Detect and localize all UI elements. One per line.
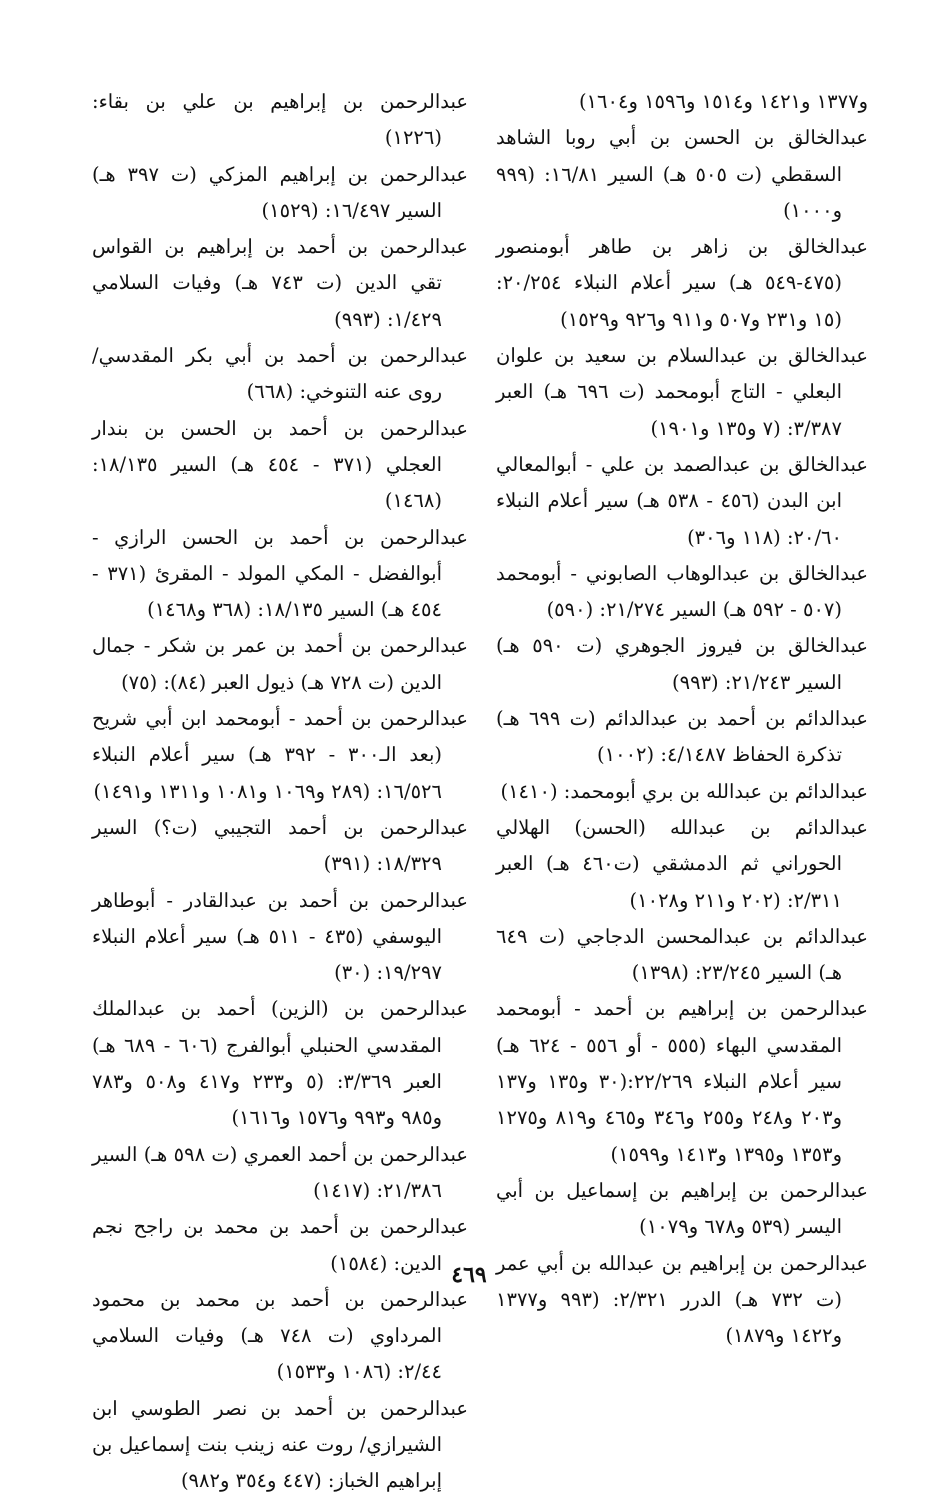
- index-entry: عبدالرحمن بن (الزين) أحمد بن عبدالملك المقدسي الحنبلي أبوالفرج (٦٠٦ - ٦٨٩ هـ) العبر ٣/٣٦٩: (٥ و٢٣٣ و٤١٧ و٥٠٨ و٧٨٣ و٩٨٥ و٩٩٣ و١٥٧٦ و١٦١٦): [92, 997, 468, 1130]
- index-entry: عبدالخالق بن فيروز الجوهري (ت ٥٩٠ هـ) السير ٢١/٢٤٣: (٩٩٣): [496, 634, 868, 694]
- index-entry: عبدالخالق بن عبدالوهاب الصابوني - أبومحمد (٥٠٧ - ٥٩٢ هـ) السير ٢١/٢٧٤: (٥٩٠): [496, 561, 868, 622]
- right-column: [496, 84, 868, 1354]
- index-entry: عبدالخالق بن عبدالسلام بن سعيد بن علوان البعلي - التاج أبومحمد (ت ٦٩٦ هـ) العبر ٣/٣٨٧: (٧ و١٣٥ و١٩٠١): [496, 344, 868, 440]
- index-entry: عبدالرحمن بن إبراهيم بن أحمد - أبومحمد المقدسي البهاء (٥٥٥ - أو ٥٥٦ - ٦٢٤ هـ) سير أعلام النبلاء ٢٢/٢٦٩:(٣٠ و١٣٥ و١٣٧ و٢٠٣ و٢٤٨ و٢٥٥ و٣٤٦ و٤٦٥ و٨١٩ و١٢٧٥ و١٣٥٣ و١٣٩٥ و١٤١٣ و١٥٩٩): [496, 997, 868, 1166]
- index-entry: عبدالرحمن بن أحمد بن محمد بن راجح نجم الدين: (١٥٨٤): [92, 1215, 468, 1275]
- index-entry: عبدالدائم بن أحمد بن عبدالدائم (ت ٦٩٩ هـ) تذكرة الحفاظ ٤/١٤٨٧: (١٠٠٢): [496, 707, 868, 767]
- index-entry: عبدالخالق بن زاهر بن طاهر أبومنصور (٤٧٥-٥٤٩ هـ) سير أعلام النبلاء ٢٠/٢٥٤: (١٥ و٢٣١ و٥٠٧ و٩١١ و٩٢٦ و١٥٢٩): [496, 235, 868, 331]
- index-entry: عبدالرحمن بن أحمد - أبومحمد ابن أبي شريح (بعد الـ٣٠٠ - ٣٩٢ هـ) سير أعلام النبلاء ١٦/٥٢٦: (٢٨٩ و١٠٦٩ و١٠٨١ و١٣١١ و١٤٩١): [92, 707, 468, 803]
- index-entry: عبدالخالق بن الحسن بن أبي روبا الشاهد السقطي (ت ٥٠٥ هـ) السير ١٦/٨١: (٩٩٩ و١٠٠٠): [496, 126, 868, 222]
- index-entry: عبدالرحمن بن أحمد بن إبراهيم بن القواس تقي الدين (ت ٧٤٣ هـ) وفيات السلامي ١/٤٢٩: (٩٩٣): [92, 235, 468, 331]
- index-entry: عبدالرحمن بن إبراهيم بن إسماعيل بن أبي اليسر (٥٣٩ و٦٧٨ و١٠٧٩): [496, 1178, 868, 1239]
- index-entry: عبدالرحمن بن أحمد التجيبي (ت؟) السير ١٨/٣٢٩: (٣٩١): [92, 815, 468, 876]
- index-entry: عبدالرحمن بن أحمد بن أبي بكر المقدسي/ روى عنه التنوخي: (٦٦٨): [92, 344, 468, 404]
- index-entry: عبدالرحمن بن إبراهيم بن علي بن بقاء: (١٢٢٦): [92, 90, 468, 150]
- index-entry: عبدالرحمن بن أحمد العمري (ت ٥٩٨ هـ) السير ٢١/٣٨٦: (١٤١٧): [92, 1142, 468, 1202]
- index-entry: عبدالرحمن بن أحمد بن نصر الطوسي ابن الشيرازي/ روت عنه زينب بنت إسماعيل بن إبراهيم الخباز: (٤٤٧ و٣٥٤ و٩٨٢): [92, 1396, 468, 1493]
- index-entry: عبدالرحمن بن إبراهيم المزكي (ت ٣٩٧ هـ) السير ١٦/٤٩٧: (١٥٢٩): [92, 162, 468, 222]
- index-entry: عبدالخالق بن عبدالصمد بن علي - أبوالمعالي ابن البدن (٤٥٦ - ٥٣٨ هـ) سير أعلام النبلاء ٢٠/٦٠: (١١٨ و٣٠٦): [496, 452, 868, 549]
- index-entry: عبدالرحمن بن أحمد بن عبدالقادر - أبوطاهر اليوسفي (٤٣٥ - ٥١١ هـ) سير أعلام النبلاء ١٩/٢٩٧: (٣٠): [92, 888, 468, 985]
- index-entry: عبدالرحمن بن أحمد بن الحسن بن بندار العجلي (٣٧١ - ٤٥٤ هـ) السير ١٨/١٣٥: (١٤٦٨): [92, 416, 468, 513]
- index-entry: عبدالرحمن بن أحمد بن محمد بن محمود المرداوي (ت ٧٤٨ هـ) وفيات السلامي ٢/٤٤: (١٠٨٦ و١٥٣٣): [92, 1287, 468, 1384]
- index-entry: عبدالدائم بن عبدالله بن بري أبومحمد: (١٤١٠): [500, 779, 868, 803]
- index-entry: و١٣٧٧ و١٤٢١ و١٥١٤ و١٥٩٦ و١٦٠٤): [578, 90, 868, 113]
- page-number: ٤٦٩: [451, 1262, 487, 1288]
- index-entry: عبدالرحمن بن أحمد بن عمر بن شكر - جمال الدين (ت ٧٢٨ هـ) ذيول العبر (٨٤): (٧٥): [92, 634, 468, 694]
- index-entry: عبدالدائم بن عبدالله (الحسن) الهلالي الحوراني ثم الدمشقي (ت٤٦٠ هـ) العبر ٢/٣١١: (٢٠٢ و٢١١ و١٠٢٨): [496, 815, 868, 912]
- index-entry: عبدالرحمن بن أحمد بن الحسن الرازي - أبوالفضل - المكي المولد - المقرئ (٣٧١ - ٤٥٤ هـ) السير ١٨/١٣٥: (٣٦٨ و١٤٦٨): [92, 525, 468, 622]
- index-entry: عبدالرحمن بن إبراهيم بن عبدالله بن أبي عمر (ت ٧٣٢ هـ) الدرر ٢/٣٢١: (٩٩٣ و١٣٧٧ و١٤٢٢ و١٨٧٩): [496, 1251, 868, 1348]
- index-entry: عبدالدائم بن عبدالمحسن الدجاجي (ت ٦٤٩ هـ) السير ٢٣/٢٤٥: (١٣٩٨): [496, 924, 868, 985]
